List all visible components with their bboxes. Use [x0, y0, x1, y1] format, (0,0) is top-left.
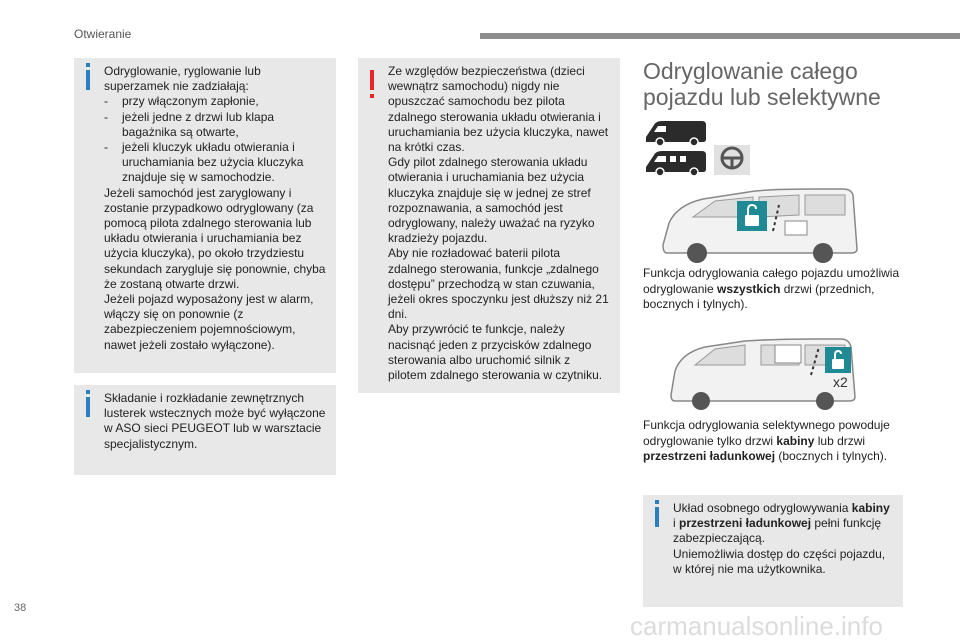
caption-selective-unlock: Funkcja odryglowania selektywnego powoduje odryglowanie tylko drzwi kabiny lub drzwi przestrzeni ładunkowej (bocznych i tylnych). [643, 418, 890, 463]
caption-full-unlock: Funkcja odryglowania całego pojazdu umożliwia odryglowanie wszystkich drzwi (przednich, bocznych i tylnych). [643, 266, 900, 311]
info-box-separate-unlock [643, 495, 903, 607]
watermark: carmanualsonline.info [630, 611, 883, 641]
info-box-mirrors [74, 385, 336, 475]
page-number: 38 [14, 602, 27, 614]
list-item: - jeżeli jedne z drzwi lub klapa bagażnika są otwarte, [104, 109, 275, 139]
warning-icon [370, 70, 374, 90]
box4-p1: Układ osobnego odryglowywania kabiny i przestrzeni ładunkowej pełni funkcję zabezpieczającą. [673, 501, 890, 546]
info-box-lock-conditions [74, 58, 336, 373]
section-bar [480, 33, 960, 39]
section-title: Otwieranie [74, 27, 132, 41]
illustration-full-unlock [655, 183, 865, 263]
info-icon [86, 397, 90, 417]
box3-p2: Gdy pilot zdalnego sterowania układu otwierania i uruchamiania bez użycia kluczyka znajduje się w jednej ze stref rozpoznawania, a samochód jest odryglowany, należy uważać na ryzyko kradzieży pojazdu. [388, 155, 595, 246]
box2-text: Składanie i rozkładanie zewnętrznych lusterek wstecznych może być wyłączone w ASO sieci PEUGEOT lub w warsztacie specjalistycznym. [104, 391, 326, 451]
info-icon [655, 507, 659, 527]
page-title: Odryglowanie całego pojazdu lub selektywne [643, 58, 881, 110]
van-icons [640, 115, 760, 180]
illustration-selective-unlock [665, 335, 865, 410]
box3-p3: Aby nie rozładować baterii pilota zdalnego sterowania, funkcje „zdalnego dostępu” przechodzą w stan czuwania, jeżeli okres spoczynku jest dłuższy niż 21 dni. [388, 246, 609, 322]
box3-p4: Aby przywrócić te funkcje, należy nacisnąć jeden z przycisków zdalnego sterowania albo uruchomić silnik z pilotem zdalnego sterowania w czytniku. [388, 322, 603, 383]
box1-para1: Jeżeli samochód jest zaryglowany i zostanie przypadkowo odryglowany (za pomocą pilota zdalnego sterowania lub układu otwierania i uruchamiania bez użycia kluczyka), po około trzydziestu sekundach zarygluje się ponownie, chyba że zostaną otwarte drzwi. [104, 185, 326, 291]
steering-wheel-icon [714, 145, 750, 175]
list-item: - przy włączonym zapłonie, [104, 94, 259, 109]
box4-p2: Uniemożliwia dostęp do części pojazdu, w której nie ma użytkownika. [673, 546, 886, 576]
list-item: - jeżeli kluczyk układu otwierania i uruchamiania bez użycia kluczyka znajduje się w samochodzie. [104, 140, 304, 185]
unlock-icon [825, 347, 851, 373]
unlock-icon [737, 201, 767, 231]
badge-x2: x2 [833, 374, 848, 390]
warning-box-security [358, 58, 620, 393]
info-icon [86, 70, 90, 90]
box1-para2: Jeżeli pojazd wyposażony jest w alarm, włączy się on ponownie (z zabezpieczeniem pojemnościowym, nawet jeżeli zostało wyłączone). [104, 292, 314, 352]
box3-p1: Ze względów bezpieczeństwa (dzieci wewnątrz samochodu) nigdy nie opuszczać samochodu bez pilota zdalnego sterowania układu otwierania i uruchamiania bez użycia kluczyka, nawet na krótki czas. [388, 64, 609, 155]
box1-intro: Odryglowanie, ryglowanie lub superzamek nie zadziałają: [104, 64, 261, 94]
